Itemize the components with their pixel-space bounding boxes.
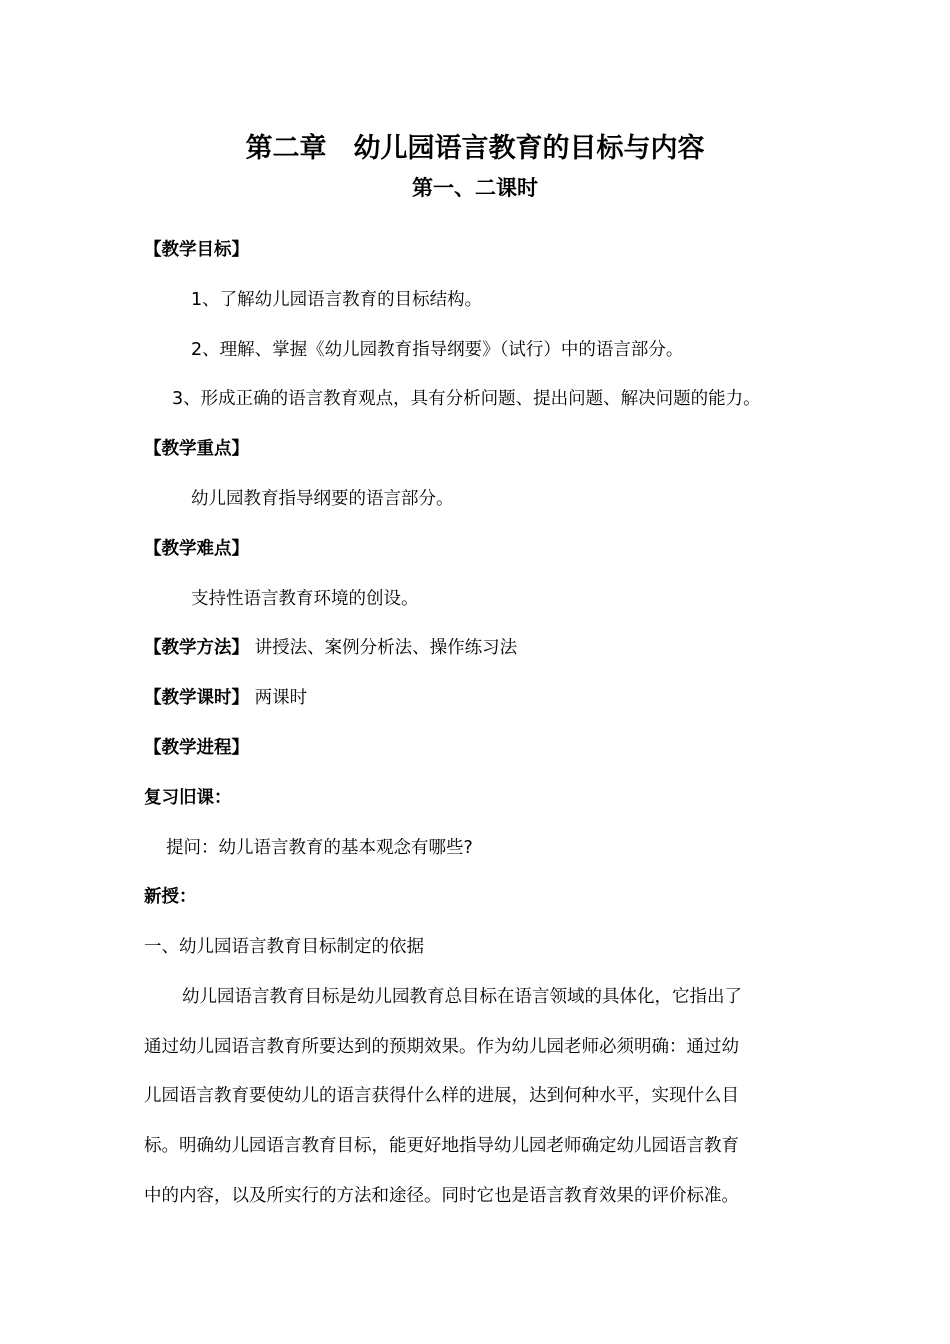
new-lesson-heading: 新授： bbox=[144, 887, 197, 907]
objective-item: 1、了解幼儿园语言教育的目标结构。 bbox=[191, 290, 483, 310]
paragraph-line: 标。明确幼儿园语言教育目标，能更好地指导幼儿园老师确定幼儿园语言教育 bbox=[144, 1136, 739, 1156]
paragraph-line: 中的内容，以及所实行的方法和途径。同时它也是语言教育效果的评价标准。 bbox=[144, 1186, 739, 1206]
hours-line bbox=[144, 685, 307, 711]
objectives-heading: 【教学目标】 bbox=[144, 240, 249, 260]
hours-text: 两课时 bbox=[254, 688, 308, 708]
chapter-title: 第二章 幼儿园语言教育的目标与内容 bbox=[245, 133, 705, 164]
method-text: 讲授法、案例分析法、操作练习法 bbox=[254, 638, 518, 658]
paragraph-line: 通过幼儿园语言教育所要达到的预期效果。作为幼儿园老师必须明确：通过幼 bbox=[144, 1037, 739, 1057]
paragraph-line: 幼儿园语言教育目标是幼儿园教育总目标在语言领域的具体化，它指出了 bbox=[182, 987, 742, 1007]
objective-item: 3、形成正确的语言教育观点，具有分析问题、提出问题、解决问题的能力。 bbox=[172, 389, 761, 409]
objective-item: 2、理解、掌握《幼儿园教育指导纲要》（试行）中的语言部分。 bbox=[191, 340, 684, 360]
review-heading: 复习旧课： bbox=[144, 788, 232, 808]
process-heading: 【教学进程】 bbox=[144, 738, 249, 758]
method-heading: 【教学方法】 bbox=[144, 638, 249, 658]
key-points-heading: 【教学重点】 bbox=[144, 439, 249, 459]
review-question: 提问：幼儿语言教育的基本观念有哪些? bbox=[166, 838, 473, 858]
paragraph-line: 儿园语言教育要使幼儿的语言获得什么样的进展，达到何种水平，实现什么目 bbox=[144, 1086, 739, 1106]
key-points-text: 幼儿园教育指导纲要的语言部分。 bbox=[191, 489, 454, 509]
section-title: 一、幼儿园语言教育目标制定的依据 bbox=[144, 937, 424, 957]
difficulty-text: 支持性语言教育环境的创设。 bbox=[191, 589, 419, 609]
lesson-subtitle: 第一、二课时 bbox=[412, 176, 538, 200]
difficulty-heading: 【教学难点】 bbox=[144, 539, 249, 559]
hours-heading: 【教学课时】 bbox=[144, 688, 249, 708]
method-line bbox=[144, 635, 517, 661]
